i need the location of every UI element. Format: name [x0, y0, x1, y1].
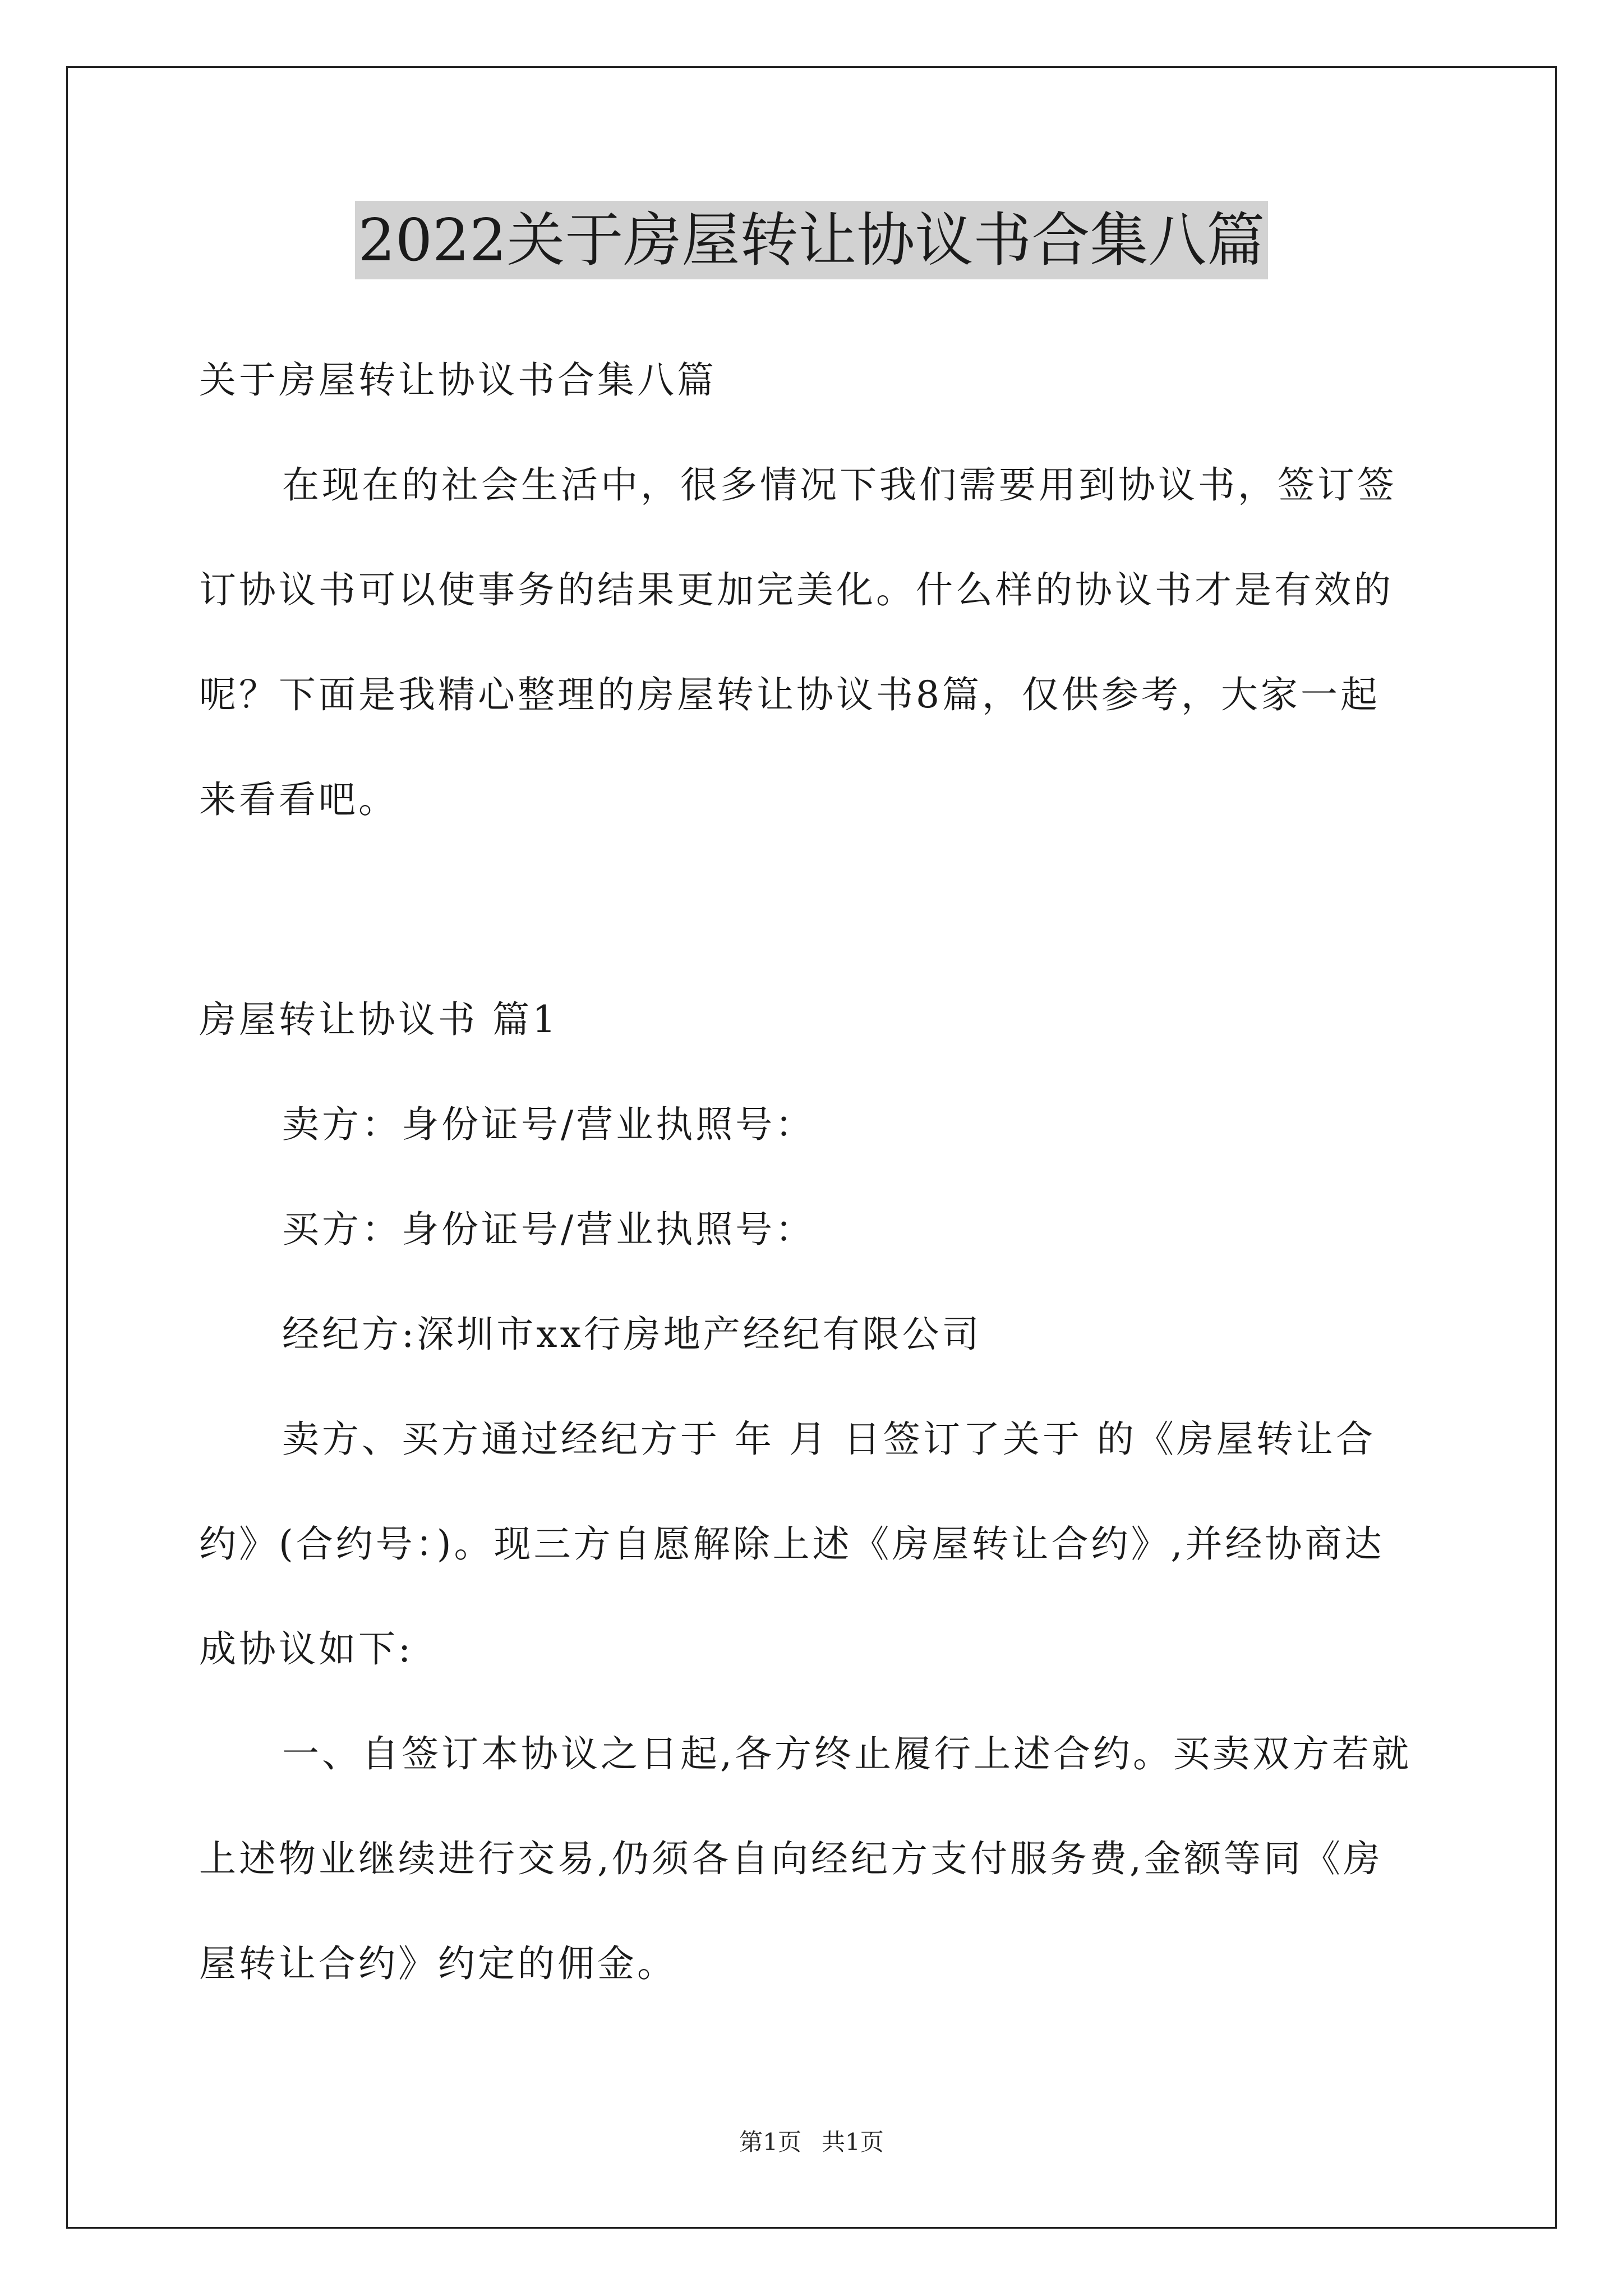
paragraph-line: 呢？下面是我精心整理的房屋转让协议书8篇，仅供参考，大家一起: [199, 673, 1380, 716]
paragraph-line: 在现在的社会生活中，很多情况下我们需要用到协议书，签订签: [282, 463, 1397, 507]
paragraph-line: 约》(合约号：)。现三方自愿解除上述《房屋转让合约》,并经协商达: [199, 1522, 1385, 1566]
page-number-total: 共1页: [822, 2128, 884, 2156]
subtitle-line: 关于房屋转让协议书合集八篇: [199, 358, 717, 402]
paragraph-line: 订协议书可以使事务的结果更加完美化。什么样的协议书才是有效的: [199, 568, 1394, 611]
section-heading: 房屋转让协议书 篇1: [199, 998, 559, 1041]
page-footer: [0, 2128, 1623, 2156]
paragraph-line: 经纪方:深圳市xx行房地产经纪有限公司: [282, 1313, 982, 1356]
paragraph-line: 上述物业继续进行交易,仍须各自向经纪方支付服务费,金额等同《房: [199, 1837, 1383, 1880]
paragraph-line: 买方：身份证号/营业执照号：: [282, 1208, 815, 1251]
title-container: [0, 201, 1623, 279]
document-title: 2022关于房屋转让协议书合集八篇: [355, 201, 1269, 279]
page-number-current: 第1页: [739, 2128, 801, 2156]
paragraph-line: 成协议如下:: [199, 1627, 414, 1671]
paragraph-line: 一、自签订本协议之日起,各方终止履行上述合约。买卖双方若就: [282, 1732, 1412, 1775]
paragraph-line: 来看看吧。: [199, 778, 398, 821]
paragraph-line: 屋转让合约》约定的佣金。: [199, 1942, 677, 1985]
paragraph-line: 卖方、买方通过经纪方于 年 月 日签订了关于 的《房屋转让合: [282, 1418, 1376, 1461]
paragraph-line: 卖方：身份证号/营业执照号：: [282, 1103, 815, 1146]
